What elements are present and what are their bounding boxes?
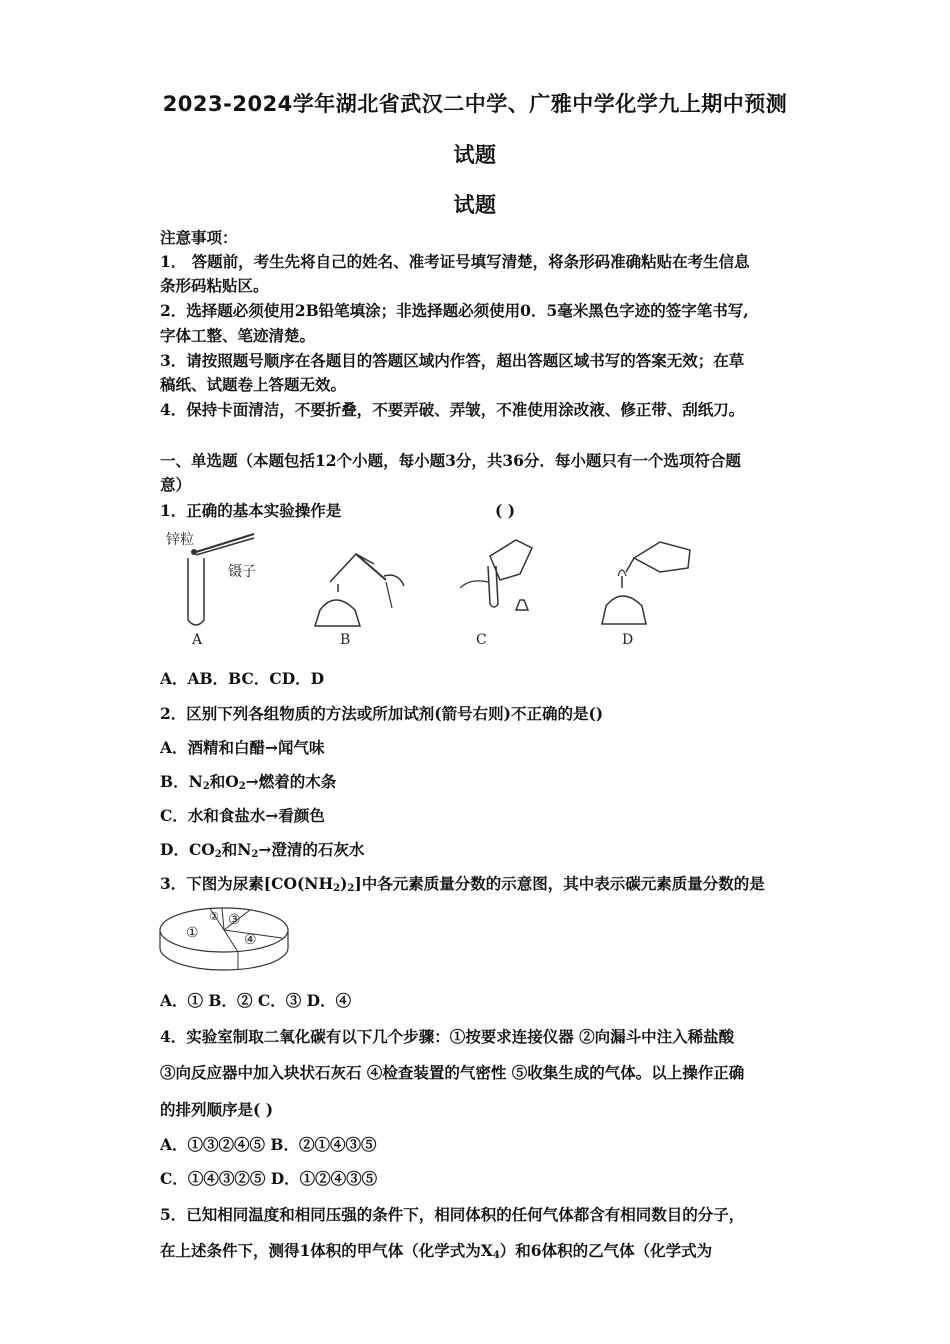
zinc-label: 锌粒 [166,532,194,548]
figure-c-pouring [460,540,532,648]
notice-item: 字体工整、笔迹清楚。 [160,326,316,345]
tweezers-label: 镊子 [228,564,256,580]
q5-stem-line2: 在上述条件下，测得1体积的甲气体（化学式为$X_4$）和6体积的乙气体（化学式为 [160,1241,713,1261]
notice-heading: 注意事项： [160,228,238,247]
figure-label-d: D [622,632,634,648]
page-title-line2: 试题 [453,143,497,167]
page-subtitle: 试题 [453,193,497,217]
q1-answer-blank: ( ) [495,501,516,520]
q2-option-b: B．$N_2$和$O_2\to$燃着的木条 [160,772,337,792]
q3-pie-figure [158,900,290,980]
q3-options: A．① B．② C．③ D．④ [160,991,352,1010]
pie-label-2: ② [209,910,219,923]
q2-stem: 2．区别下列各组物质的方法或所加试剂(箭号右则)不正确的是() [160,704,604,723]
q5-stem-line1: 5．已知相同温度和相同压强的条件下，相同体积的任何气体都含有相同数目的分子， [160,1205,745,1224]
q2-option-d: D．$CO_2$和$N_2\to$澄清的石灰水 [160,840,365,860]
q1-stem: 1．正确的基本实验操作是 ( ) [160,501,516,520]
figure-label-b: B [340,632,351,648]
pie-label-1: ① [186,925,199,941]
figure-b-heating [315,554,404,648]
q1-options: A．AB．BC．CD．D [160,669,325,688]
q4-stem-line2: ③向反应器中加入块状石灰石 ④检查装置的气密性 ⑤收集生成的气体。以上操作正确 [160,1063,745,1082]
section-heading-cont: 意） [160,475,192,494]
q4-options-cd: C．①④③②⑤ D．①②④③⑤ [160,1169,378,1188]
figure-label-a: A [192,632,203,648]
pie-label-4: ④ [244,932,257,948]
page-title: 2023-2024学年湖北省武汉二中学、广雅中学化学九上期中预测 [162,92,788,116]
q4-stem-line1: 4．实验室制取二氧化碳有以下几个步骤：①按要求连接仪器 ②向漏斗中注入稀盐酸 [160,1027,735,1046]
notice-item: 3．请按照题号顺序在各题目的答题区域内作答，超出答题区域书写的答案无效；在草 [160,351,745,370]
figure-a-test-tube [166,531,256,648]
q3-stem: 3．下图为尿素$[CO(NH_2)_2]$中各元素质量分数的示意图，其中表示碳元素质量分数的是 [160,874,765,894]
notice-item: 4．保持卡面清洁，不要折叠，不要弄破、弄皱，不准使用涂改液、修正带、刮纸刀。 [160,400,745,419]
section-heading: 一、单选题（本题包括12个小题，每小题3分，共36分．每小题只有一个选项符合题 [160,451,741,470]
notice-item: 条形码粘贴区。 [160,276,269,295]
pie-label-3: ③ [228,912,241,928]
notice-item: 2．选择题必须使用2B铅笔填涂；非选择题必须使用0．5毫米黑色字迹的签字笔书写, [160,301,749,320]
q2-option-c: C．水和食盐水→看颜色 [160,806,325,825]
figure-d-lamps [602,542,690,648]
notice-item: 稿纸、试题卷上答题无效。 [160,375,347,394]
notice-item: 1． 答题前，考生先将自己的姓名、准考证号填写清楚，将条形码准确粘贴在考生信息 [160,252,750,271]
q4-stem-line3: 的排列顺序是( ) [160,1100,274,1119]
q1-figure [160,528,720,653]
q2-option-a: A．酒精和白醋→闻气味 [160,738,325,757]
figure-label-c: C [476,632,487,648]
q4-options-ab: A．①③②④⑤ B．②①④③⑤ [160,1135,377,1154]
